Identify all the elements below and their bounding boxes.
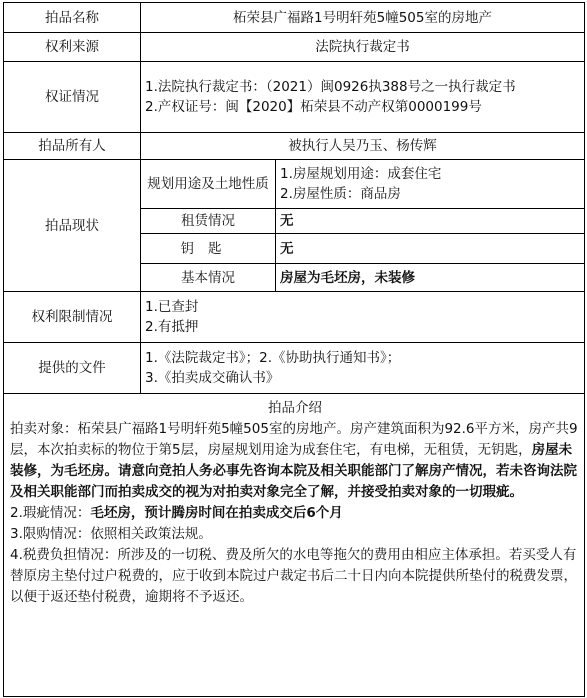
- intro-p2-bold: 毛坯房，预计腾房时间在拍卖成交后6个月: [90, 505, 343, 521]
- key-label: 钥匙: [141, 234, 276, 264]
- owner-value: 被执行人吴乃玉、杨传辉: [141, 133, 585, 160]
- introduction-paragraph-2: [10, 503, 580, 524]
- basic-info-value: 房屋为毛坯房，未装修: [276, 264, 585, 292]
- certificate-label: 权证情况: [4, 62, 141, 133]
- introduction-paragraph-4: 4.税费负担情况：所涉及的一切税、费及所欠的水电等拖欠的费用由相应主体承担。若买受人有替原房主垫付过户税费的，应于收到本院过户裁定书后二十日内向本院提供所垫付的税费发票，以便于返还垫付税费，逾期将不予返还。: [10, 547, 577, 605]
- item-introduction: [4, 394, 585, 697]
- documents-value: [141, 343, 585, 394]
- usage-value: [276, 160, 585, 209]
- lease-value: 无: [276, 209, 585, 234]
- lease-label: 租赁情况: [141, 209, 276, 234]
- documents-line-2: 3.《拍卖成交确认书》: [145, 370, 280, 386]
- intro-p1-normal: 拍卖对象：柘荣县广福路1号明轩苑5幢505室的房地产。房产建筑面积为92.6平方米，房产共9层，本次拍卖标的物位于第5层，房屋规划用途为成套住宅，有电梯，无租赁，无钥匙，: [10, 421, 578, 458]
- item-name-label: 拍品名称: [4, 3, 141, 33]
- introduction-title: 拍品介绍: [268, 400, 322, 416]
- restriction-value: [141, 292, 585, 343]
- basic-info-label: 基本情况: [141, 264, 276, 292]
- usage-label: 规划用途及土地性质: [141, 160, 276, 209]
- documents-label: 提供的文件: [4, 343, 141, 394]
- introduction-paragraph-3: 3.限购情况：依照相关政策法规。: [10, 526, 212, 542]
- certificate-value: [141, 62, 585, 133]
- rights-source-label: 权利来源: [4, 33, 141, 62]
- auction-info-table: [3, 2, 585, 697]
- usage-line-2: 2.房屋性质：商品房: [280, 186, 401, 202]
- rights-source-value: 法院执行裁定书: [141, 33, 585, 62]
- intro-p1-bold: 房屋未装修，为毛坯房。请意向竞拍人务必事先咨询本院及相关职能部门了解房产情况，若未咨询法院及相关职能部门而拍卖成交的视为对拍卖对象完全了解，并接受拍卖对象的一切瑕疵。: [10, 442, 577, 500]
- introduction-paragraph-1: [10, 419, 580, 503]
- documents-line-1: 1.《法院裁定书》；2.《协助执行通知书》；: [145, 350, 401, 366]
- intro-p2-normal: 2.瑕疵情况：: [10, 505, 91, 521]
- item-name-value: 柘荣县广福路1号明轩苑5幢505室的房地产: [141, 3, 585, 33]
- item-status-label: 拍品现状: [4, 160, 141, 292]
- restriction-line-2: 2.有抵押: [145, 319, 199, 335]
- certificate-line-2: 2.产权证号：闽【2020】柘荣县不动产权第0000199号: [145, 99, 482, 115]
- restriction-label: 权利限制情况: [4, 292, 141, 343]
- owner-label: 拍品所有人: [4, 133, 141, 160]
- key-value: 无: [276, 234, 585, 264]
- restriction-line-1: 1.已查封: [145, 299, 199, 315]
- usage-line-1: 1.房屋规划用途：成套住宅: [280, 166, 442, 182]
- certificate-line-1: 1.法院执行裁定书：（2021）闽0926执388号之一执行裁定书: [145, 79, 516, 95]
